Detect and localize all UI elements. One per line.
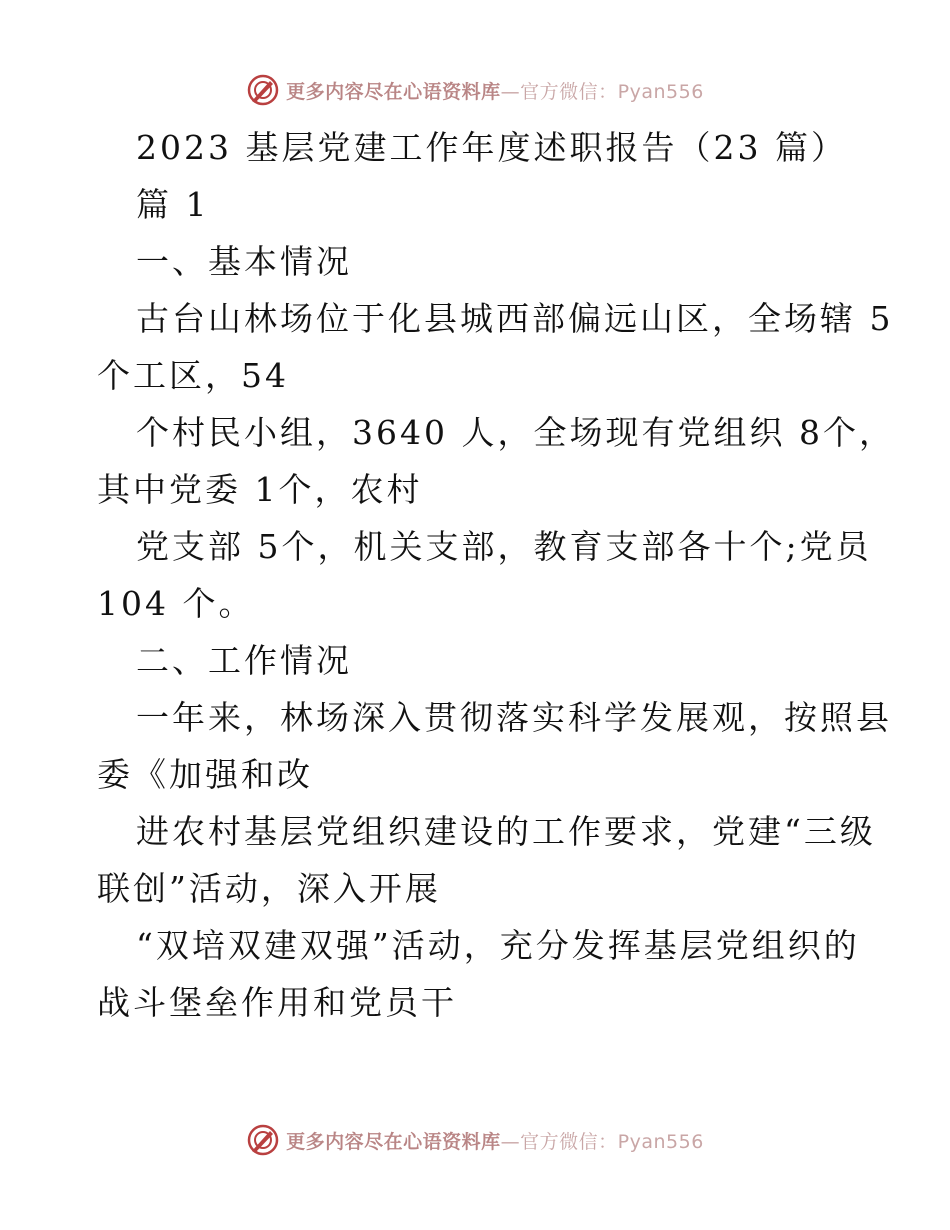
header-banner [0, 70, 950, 110]
footer-banner [0, 1120, 950, 1160]
document-title: 2023 基层党建工作年度述职报告（23 篇） [136, 128, 847, 167]
document-line: 古台山林场位于化县城西部偏远山区，全场辖 5 [136, 299, 894, 338]
document-line: 个村民小组，3640 人，全场现有党组织 8个， [136, 413, 895, 452]
document-line: 战斗堡垒作用和党员干 [97, 983, 457, 1022]
document-line: 其中党委 1个，农村 [97, 470, 423, 509]
footer-banner-text: 更多内容尽在心语资料库—官方微信：Pyan556 [286, 1130, 704, 1153]
document-line: 个工区，54 [97, 356, 289, 395]
document-line: 篇 1 [136, 185, 210, 224]
header-banner-text: 更多内容尽在心语资料库—官方微信：Pyan556 [286, 80, 704, 103]
document-line: 联创”活动，深入开展 [97, 869, 441, 908]
document-line: 二、工作情况 [136, 641, 352, 680]
document-line: 党支部 5个，机关支部，教育支部各十个;党员 [136, 527, 872, 566]
document-line: 一、基本情况 [136, 242, 352, 281]
pen-logo-icon [246, 73, 280, 107]
pen-logo-icon [246, 1123, 280, 1157]
document-line: 委《加强和改 [97, 755, 313, 794]
document-line: 一年来，林场深入贯彻落实科学发展观，按照县 [136, 698, 892, 737]
document-line: 进农村基层党组织建设的工作要求，党建“三级 [136, 812, 876, 851]
document-line: 104 个。 [97, 584, 255, 623]
document-line: “双培双建双强”活动，充分发挥基层党组织的 [136, 926, 860, 965]
